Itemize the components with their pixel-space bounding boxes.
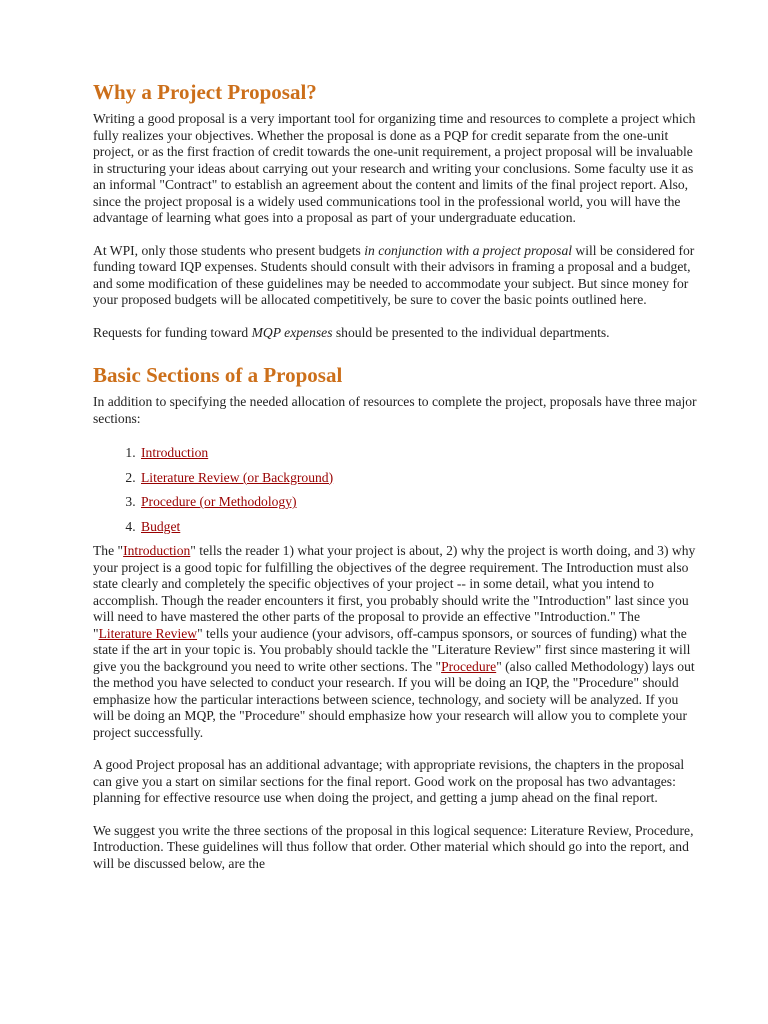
- desc-text-1: The ": [93, 543, 124, 558]
- list-item: [139, 445, 699, 462]
- document-page: [93, 80, 699, 888]
- list-item: [139, 470, 699, 487]
- paragraph-why-2-text-a: At WPI, only those students who present budgets: [93, 242, 365, 258]
- inline-link-literature-review[interactable]: Literature Review: [98, 625, 198, 641]
- desc-text-3: " tells your audience (your advisors, off-campus sponsors, or sources of funding) what the state if the art in your topic is. You probably should tackle the "Literature Review" first since mastering it will give you the background you need to write other sections. The ": [93, 625, 691, 674]
- sections-list: [93, 445, 699, 535]
- list-item: [139, 519, 699, 536]
- paragraph-why-3: [93, 325, 699, 342]
- link-literature-review[interactable]: Literature Review (or Background): [141, 469, 334, 485]
- heading-basic-sections: Basic Sections of a Proposal: [93, 363, 343, 387]
- list-item: [139, 494, 699, 511]
- paragraph-why-3-text-a: Requests for funding toward: [93, 324, 252, 340]
- paragraph-sections-description: [93, 543, 699, 741]
- paragraph-basic-intro: In addition to specifying the needed allocation of resources to complete the project, proposals have three major sections:: [93, 394, 697, 426]
- desc-text-2: " tells the reader 1) what your project is about, 2) why the project is worth doing, and 3) why your project is a good topic for fulfilling the objectives of the degree requirement. The Introduction must also state clearly and completely the specific objectives of your project -- in some detail, what you intend to accomplish. Though the reader encounters it first, you probably should write the "Introduction" last since you will need to have mastered the other parts of the proposal to provide an effective "Introduction." The ": [93, 543, 696, 641]
- heading-why-proposal: Why a Project Proposal?: [93, 80, 317, 104]
- link-budget[interactable]: Budget: [141, 518, 181, 534]
- paragraph-advantage: A good Project proposal has an additional advantage; with appropriate revisions, the chapters in the proposal can give you a start on similar sections for the final report. Good work on the proposal has two advantages: planning for effective resource use when doing the project, and getting a jump ahead on the final report.: [93, 757, 685, 805]
- paragraph-why-2-text-b: will be considered for funding toward IQP expenses. Students should consult with their advisors in framing a proposal and a budget, and some modification of these guidelines may be needed to accommodate your subject. But since money for your proposed budgets will be allocated competitively, be sure to cover the basic points outlined here.: [93, 242, 695, 307]
- paragraph-why-2: [93, 243, 699, 309]
- link-introduction[interactable]: Introduction: [141, 445, 209, 460]
- paragraph-why-1: Writing a good proposal is a very important tool for organizing time and resources to complete a project which fully realizes your objectives. Whether the proposal is done as a PQP for credit separate from the one-unit project, or as the first fraction of credit towards the one-unit requirement, a project proposal will be invaluable in structuring your ideas about carrying out your research and writing your conclusions. Some faculty use it as an informal "Contract" to establish an agreement about the content and limits of the final project report. Also, since the project proposal is a widely used communications tool in the professional world, you will have the advantage of learning what goes into a proposal as part of your undergraduate education.: [93, 111, 696, 225]
- paragraph-why-3-text-b: should be presented to the individual departments.: [332, 324, 610, 340]
- paragraph-why-2-emphasis: in conjunction with a project proposal: [364, 242, 573, 258]
- inline-link-procedure[interactable]: Procedure: [441, 658, 497, 674]
- paragraph-sequence: We suggest you write the three sections of the proposal in this logical sequence: Literature Review, Procedure, Introduction. These guidelines will thus follow that order. Other material which should go into the report, and will be discussed below, are the: [93, 822, 694, 871]
- desc-text-4: " (also called Methodology) lays out the method you have selected to conduct your research. If you will be doing an IQP, the "Procedure" should emphasize how the particular interactions between science, technology, and society will be analyzed. If you will be doing an MQP, the "Procedure" should emphasize how your research will allow you to complete your project successfully.: [93, 658, 695, 740]
- paragraph-why-3-emphasis: MQP expenses: [251, 324, 333, 340]
- inline-link-introduction[interactable]: Introduction: [123, 543, 191, 558]
- link-procedure[interactable]: Procedure (or Methodology): [141, 494, 297, 509]
